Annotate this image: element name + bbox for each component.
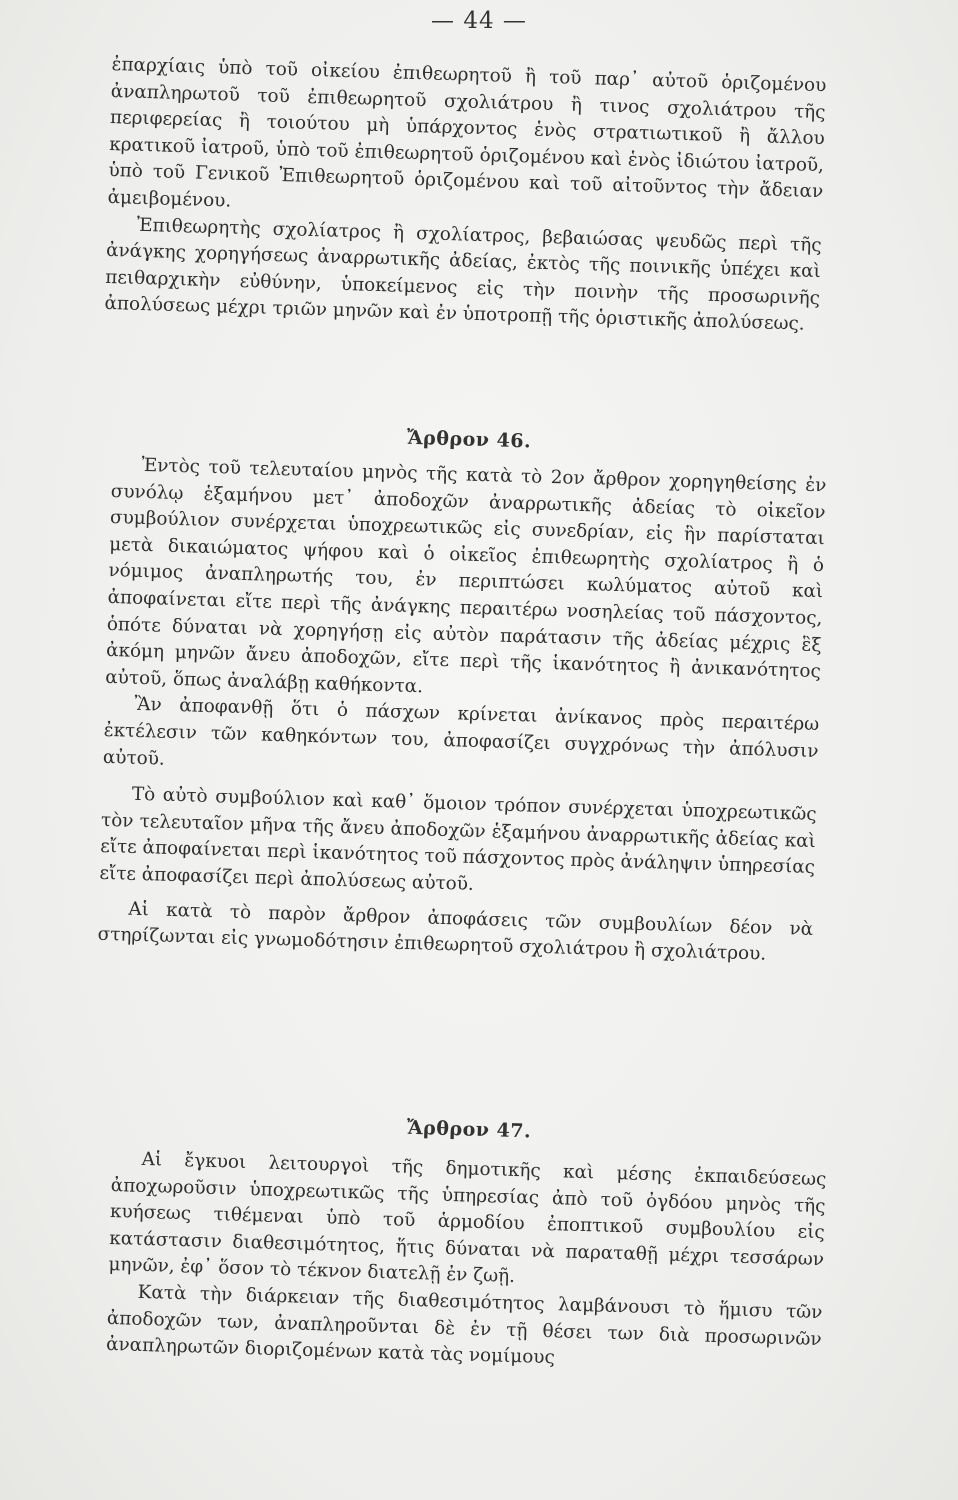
article-46-paragraph-1: Ἐντὸς τοῦ τελευταίου μηνὸς τῆς κατὰ τὸ 2ον ἄρθρον χορηγηθείσης ἐν συνόλῳ ἑξαμήνου μετ᾽ ἀποδοχῶν ἀναρρωτικῆς ἀδείας τὸ οἰκεῖον συμβούλιον συνέρχεται ὑποχρεωτικῶς εἰς συνεδρίαν, εἰς ἣν παρίσταται μετὰ δικαιώματος ψήφου καὶ ὁ οἰκεῖος ἐπιθεωρητὴς σχολίατρος ἢ ὁ νόμιμος ἀναπληρωτής του, ἐν περιπτώσει κωλύματος αὐτοῦ καὶ ἀποφαίνεται εἴτε περὶ τῆς ἀνάγκης περαιτέρω νοσηλείας τοῦ πάσχοντος, ὁπότε δύναται νὰ χορηγήσῃ εἰς αὐτὸν παράτασιν τῆς ἀδείας μέχρις ἓξ ἀκόμη μηνῶν ἄνευ ἀποδοχῶν, εἴτε περὶ τῆς ἱκανότητος ἢ ἀνικανότητος αὐτοῦ, ὅπως ἀναλάβῃ καθήκοντα.: [105, 454, 827, 698]
article-47-heading: Ἄρθρον 47.: [406, 1116, 532, 1143]
article-46-paragraph-4: Αἱ κατὰ τὸ παρὸν ἄρθρον ἀποφάσεις τῶν συμβουλίων δέον νὰ στηρίζωνται εἰς γνωμοδότησιν ἐπιθεωρητοῦ σχολιάτρου ἢ σχολιάτρου.: [97, 898, 814, 965]
article-47: [111, 1108, 826, 1151]
article-46-paragraph-2: Ἂν ἀποφανθῇ ὅτι ὁ πάσχων κρίνεται ἀνίκανος πρὸς περαιτέρω ἐκτέλεσιν τῶν καθηκόντων του, ἀποφασίζει συγχρόνως τὴν ἀπόλυσιν αὐτοῦ.: [102, 694, 820, 770]
page-number: — 44 —: [431, 8, 527, 34]
section-continued: [104, 52, 827, 339]
article-46-heading: Ἄρθρον 46.: [406, 426, 532, 453]
article-46-body: [97, 452, 826, 970]
article-47-body: [106, 1146, 827, 1380]
article-47-paragraph-1: Αἱ ἔγκυοι λειτουργοὶ τῆς δημοτικῆς καὶ μέσης ἐκπαιδεύσεως ἀποχωροῦσιν ὑποχρεωτικῶς τῆς ὑπηρεσίας ἀπὸ τοῦ ὀγδόου μηνὸς τῆς κυήσεως τιθέμεναι ὑπὸ τοῦ ἁρμοδίου ἐποπτικοῦ συμβουλίου εἰς κατάστασιν διαθεσιμότητος, ἥτις δύναται νὰ παραταθῇ μέχρι τεσσάρων μηνῶν, ἐφ᾽ ὅσον τὸ τέκνον διατελῇ ἐν ζωῇ.: [108, 1148, 827, 1288]
paragraph-continuation: ἐπαρχίαις ὑπὸ τοῦ οἰκείου ἐπιθεωρητοῦ ἢ τοῦ παρ᾽ αὐτοῦ ὁριζομένου ἀναπληρωτοῦ τοῦ ἐπιθεωρητοῦ σχολιάτρου ἢ τινος σχολιάτρου τῆς περιφερείας ἢ τοιούτου μὴ ὑπάρχοντος ἑνὸς στρατιωτικοῦ ἢ ἄλλου κρατικοῦ ἰατροῦ, ὑπὸ τοῦ ἐπιθεωρητοῦ ὁριζομένου καὶ ἑνὸς ἰδιώτου ἰατροῦ, ὑπὸ τοῦ Γενικοῦ Ἐπιθεωρητοῦ ὁριζομένου καὶ τοῦ αἰτοῦντος τὴν ἄδειαν ἀμειβομένου.: [107, 53, 827, 212]
article-46-paragraph-3: Τὸ αὐτὸ συμβούλιον καὶ καθ᾽ ὅμοιον τρόπον συνέρχεται ὑποχρεωτικῶς τὸν τελευταῖον μῆνα τῆς ἄνευ ἀποδοχῶν ἑξαμήνου ἀναρρωτικῆς ἀδείας καὶ εἴτε ἀποφαίνεται περὶ ἱκανότητος τοῦ πάσχοντος πρὸς ἀνάληψιν ὑπηρεσίας εἴτε ἀποφασίζει περὶ ἀπολύσεως αὐτοῦ.: [99, 783, 817, 895]
article-47-paragraph-2: Κατὰ τὴν διάρκειαν τῆς διαθεσιμότητος λαμβάνουσι τὸ ἥμισυ τῶν ἀποδοχῶν των, ἀναπληροῦνται δὲ ἐν τῇ θέσει των διὰ προσωρινῶν ἀναπληρωτῶν διοριζομένων κατὰ τὰς νομίμους: [105, 1281, 823, 1369]
paragraph-penalty: Ἐπιθεωρητὴς σχολίατρος ἢ σχολίατρος, βεβαιώσας ψευδῶς περὶ τῆς ἀνάγκης χορηγήσεως ἀναρρωτικῆς ἀδείας, ἐκτὸς τῆς ποινικῆς ὑπέχει καὶ πειθαρχικὴν εὐθύνην, ὑποκείμενος εἰς τὴν ποινὴν τῆς προσωρινῆς ἀπολύσεως μέχρι τριῶν μηνῶν καὶ ἐν ὑποτροπῇ τῆς ὁριστικῆς ἀπολύσεως.: [104, 214, 822, 336]
